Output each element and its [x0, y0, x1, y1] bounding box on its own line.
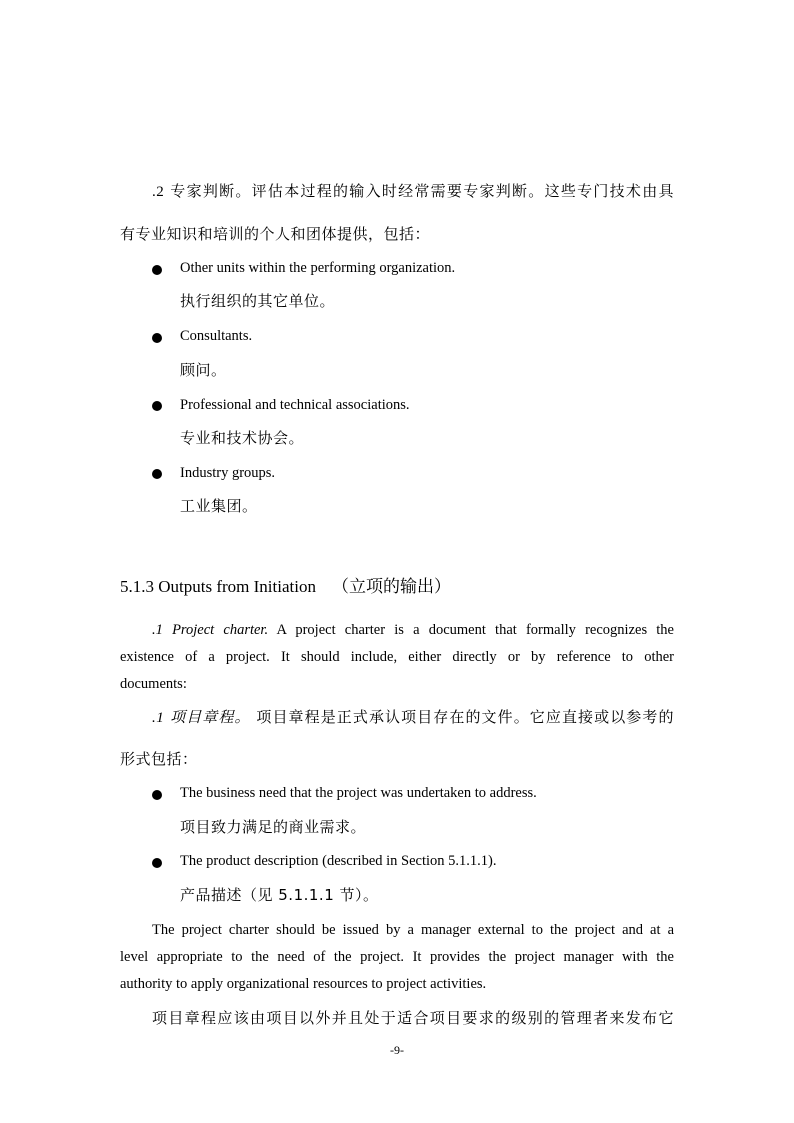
bullet-en: The product description (described in Section 5.1.1.1). — [180, 853, 497, 869]
bullet-icon — [152, 469, 162, 479]
bullet-zh: 顾问。 — [180, 361, 227, 379]
section-heading-zh: （立项的输出） — [331, 577, 451, 597]
bullet-icon — [152, 790, 162, 800]
expert-judgment-line2: 有专业知识和培训的个人和团体提供，包括： — [120, 225, 431, 243]
charter-en-text: A project charter is a document that formally recognizes the — [276, 622, 674, 638]
bullet-icon — [152, 401, 162, 411]
bullet-zh: 产品描述（见 5.1.1.1 节）。 — [180, 886, 379, 904]
issue-en-line3: authority to apply organizational resources to project activities. — [120, 976, 487, 992]
section-heading — [120, 572, 451, 597]
bullet-zh: 工业集团。 — [180, 497, 258, 515]
expert-judgment-line1 — [152, 180, 674, 201]
issue-en-line2: level appropriate to the need of the project. It provides the project manager with the — [120, 949, 674, 965]
bullet-icon — [152, 858, 162, 868]
charter-term: Project charter. — [172, 622, 269, 638]
bullet-en: Industry groups. — [180, 465, 276, 481]
charter-en-line2: existence of a project. It should include, either directly or by reference to other — [120, 649, 674, 665]
page-number: -9- — [390, 1043, 404, 1057]
item-number: .1 — [152, 710, 165, 726]
bullet-zh: 项目致力满足的商业需求。 — [180, 818, 367, 836]
bullet-icon — [152, 265, 162, 275]
issue-en-line1: The project charter should be issued by a manager external to the project and at a — [152, 922, 674, 938]
bullet-zh: 执行组织的其它单位。 — [180, 292, 336, 310]
item-number: .2 — [152, 184, 165, 200]
bullet-icon — [152, 333, 162, 343]
charter-zh-text: 项目章程是正式承认项目存在的文件。它应直接或以参考的 — [256, 708, 674, 726]
charter-en-line3: documents: — [120, 676, 187, 692]
bullet-zh: 专业和技术协会。 — [180, 429, 305, 447]
charter-zh-line2: 形式包括： — [120, 750, 198, 768]
bullet-en: Consultants. — [180, 328, 253, 344]
charter-zh-line1 — [152, 706, 674, 727]
bullet-en: The business need that the project was undertaken to address. — [180, 785, 537, 801]
expert-judgment-text: 专家判断。评估本过程的输入时经常需要专家判断。这些专门技术由具 — [170, 182, 674, 200]
item-number: .1 — [152, 622, 163, 638]
charter-term-zh: 项目章程。 — [170, 708, 251, 726]
bullet-en: Other units within the performing organization. — [180, 260, 456, 276]
section-heading-en: 5.1.3 Outputs from Initiation — [120, 577, 316, 596]
charter-en-line1 — [152, 622, 674, 639]
issue-zh-line1: 项目章程应该由项目以外并且处于适合项目要求的级别的管理者来发布它 — [152, 1009, 674, 1027]
bullet-en: Professional and technical associations. — [180, 397, 410, 413]
